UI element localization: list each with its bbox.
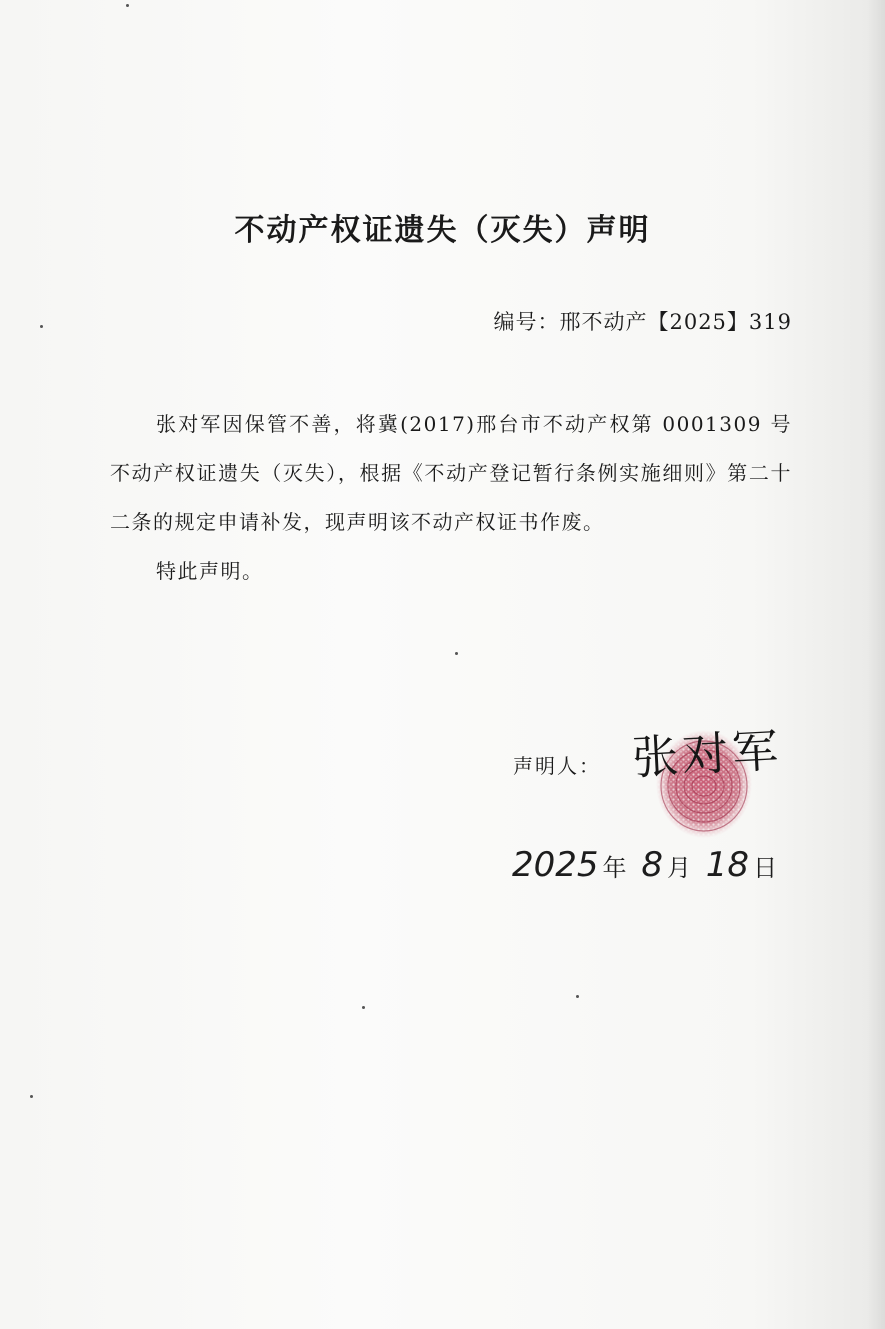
signature-date — [512, 845, 781, 885]
page-edge-shadow — [867, 0, 885, 1329]
statement-body — [110, 400, 792, 596]
date-month-unit: 月 — [666, 854, 691, 882]
paper-speck — [40, 325, 43, 328]
document-title: 不动产权证遗失（灭失）声明 — [234, 213, 651, 248]
date-month: 8 — [641, 845, 663, 885]
closing-paragraph: 特此声明。 — [156, 559, 264, 583]
date-day: 18 — [705, 845, 750, 885]
document-number: 编号：邢不动产【2025】319 — [493, 310, 792, 334]
declarant-label: 声明人： — [513, 754, 601, 778]
date-day-unit: 日 — [753, 854, 778, 882]
paper-speck — [576, 995, 579, 998]
date-year: 2025 — [512, 845, 599, 885]
paper-speck — [30, 1095, 33, 1098]
statement-paragraph: 张对军因保管不善，将冀(2017)邢台市不动产权第 0001309 号不动产权证遗失（灭失），根据《不动产登记暂行条例实施细则》第二十二条的规定申请补发，现声明该不动产权证书作废。 — [110, 412, 792, 534]
handwritten-signature: 张对军 — [630, 723, 784, 785]
date-year-unit: 年 — [602, 854, 627, 882]
paper-speck — [126, 4, 129, 7]
paper-speck — [362, 1006, 365, 1009]
paper-speck — [455, 652, 458, 655]
